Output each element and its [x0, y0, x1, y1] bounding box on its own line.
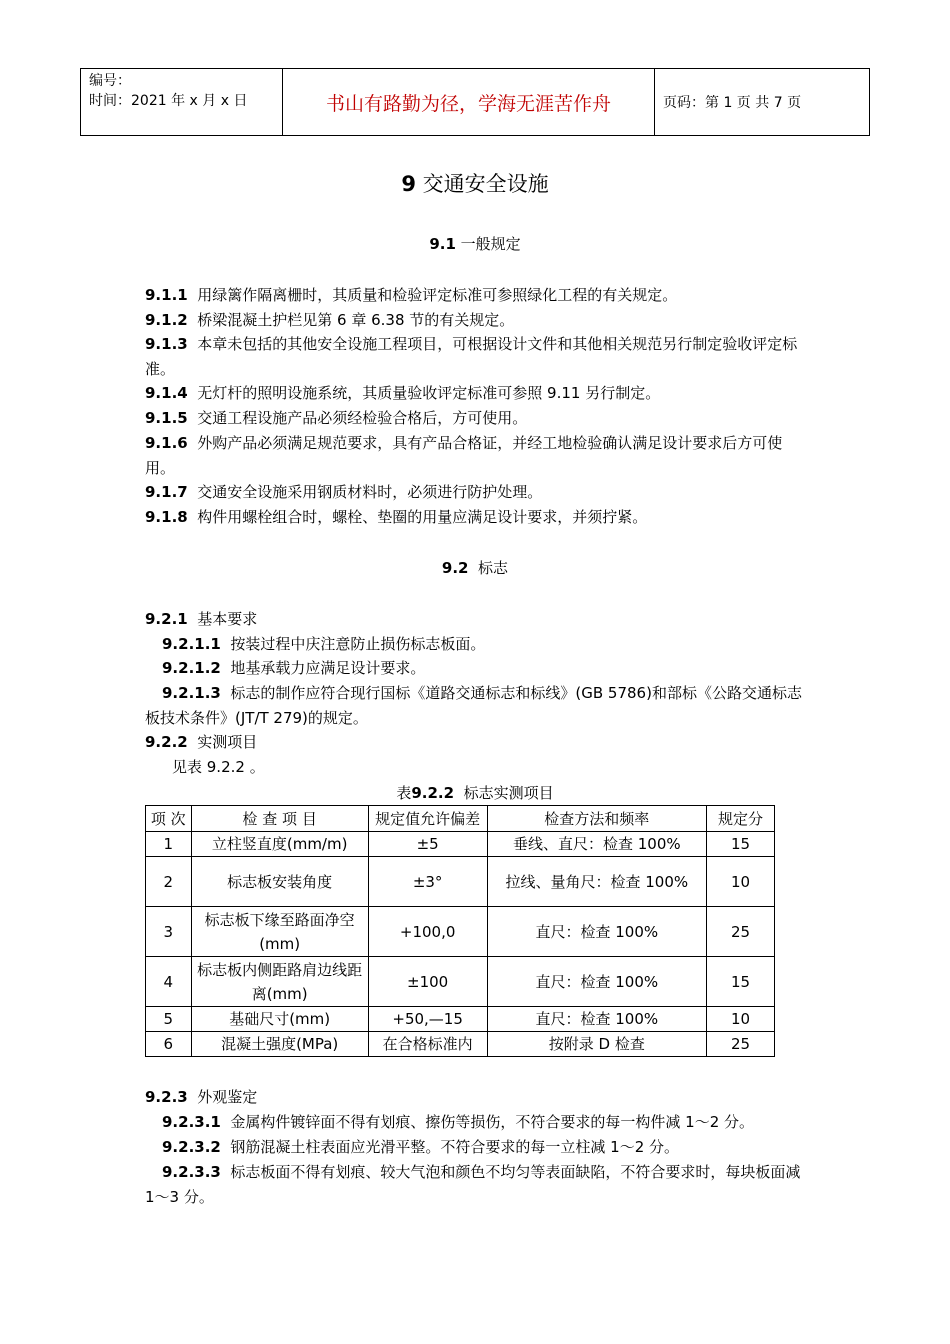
clause-text: 金属构件镀锌面不得有划痕、擦伤等损伤，不符合要求的每一构件减 1～2 分。 — [230, 1113, 755, 1131]
clause-number: 9.2.1.2 — [162, 659, 221, 677]
clause-text: 构件用螺栓组合时，螺栓、垫圈的用量应满足设计要求，并须拧紧。 — [197, 508, 648, 526]
clause-9-1-3 — [145, 332, 810, 381]
clause-9-2-1 — [145, 607, 810, 632]
table-row — [146, 1007, 775, 1032]
table-cell: 15 — [707, 832, 775, 857]
section-number: 9.1 — [429, 235, 456, 253]
section-text: 一般规定 — [460, 235, 521, 253]
header-motto: 书山有路勤为径，学海无涯苦作舟 — [283, 69, 655, 136]
clause-9-2-3-2 — [162, 1135, 810, 1160]
time-label: 时间：2021 年 x 月 x 日 — [89, 93, 248, 109]
clause-9-2-3-3 — [145, 1160, 810, 1209]
table-cell: 拉线、量角尺：检查 100% — [487, 857, 707, 907]
table-cell: 1 — [146, 832, 192, 857]
table-caption-prefix: 表 — [396, 784, 412, 802]
clause-number: 9.1.6 — [145, 434, 188, 452]
table-cell: 直尺：检查 100% — [487, 1007, 707, 1032]
clause-9-1-4 — [145, 381, 810, 406]
table-row — [146, 857, 775, 907]
clause-number: 9.1.7 — [145, 483, 188, 501]
table-cell: 垂线、直尺：检查 100% — [487, 832, 707, 857]
clause-9-2-3-1 — [162, 1110, 822, 1135]
clause-9-2-2 — [145, 730, 810, 755]
clause-text: 交通安全设施采用钢质材料时，必须进行防护处理。 — [197, 483, 543, 501]
clause-number: 9.2.3.2 — [162, 1138, 221, 1156]
clause-number: 9.1.8 — [145, 508, 188, 526]
table-row — [146, 832, 775, 857]
clause-9-2-1-1 — [162, 632, 810, 657]
table-cell: 4 — [146, 957, 192, 1007]
table-cell: 标志板下缘至路面净空(mm) — [191, 907, 368, 957]
clause-9-2-3 — [145, 1085, 810, 1110]
clause-number: 9.1.1 — [145, 286, 188, 304]
clause-9-1-1 — [145, 283, 810, 308]
clause-9-1-7 — [145, 480, 810, 505]
table-header-row — [146, 806, 775, 832]
table-header-cell: 规定分 — [707, 806, 775, 832]
clause-text: 按装过程中庆注意防止损伤标志板面。 — [230, 635, 486, 653]
clause-text: 地基承载力应满足设计要求。 — [230, 659, 426, 677]
table-cell: +50,—15 — [368, 1007, 487, 1032]
table-cell: 10 — [707, 857, 775, 907]
table-header-cell: 检查方法和频率 — [487, 806, 707, 832]
clause-number: 9.2.2 — [145, 733, 188, 751]
table-cell: ±3° — [368, 857, 487, 907]
table-caption-number: 9.2.2 — [411, 784, 455, 802]
clause-number: 9.2.1 — [145, 610, 188, 628]
table-cell: 直尺：检查 100% — [487, 907, 707, 957]
see-table-note: 见表 9.2.2 。 — [172, 758, 265, 776]
table-cell: 25 — [707, 907, 775, 957]
section-number: 9.2 — [441, 559, 469, 577]
table-row — [146, 907, 775, 957]
clause-number: 9.2.3.1 — [162, 1113, 221, 1131]
table-row — [146, 1032, 775, 1057]
clause-text: 交通工程设施产品必须经检验合格后，方可使用。 — [197, 409, 528, 427]
section-text: 标志 — [478, 559, 509, 577]
clause-9-2-1-3 — [145, 681, 810, 730]
chapter-title — [0, 168, 950, 198]
table-cell: +100,0 — [368, 907, 487, 957]
table-cell: ±5 — [368, 832, 487, 857]
clause-text: 标志的制作应符合现行国标《道路交通标志和标线》(GB 5786)和部标《公路交通标志板技术条件》(JT/T 279)的规定。 — [145, 684, 802, 727]
clause-number: 9.2.3.3 — [162, 1163, 221, 1181]
section-title-9-1 — [0, 233, 950, 254]
section-title-9-2 — [0, 557, 950, 578]
clause-9-1-2 — [145, 308, 810, 333]
table-cell: 25 — [707, 1032, 775, 1057]
chapter-number: 9 — [401, 172, 416, 196]
header-meta — [81, 69, 283, 136]
table-cell: 10 — [707, 1007, 775, 1032]
table-cell: 按附录 D 检查 — [487, 1032, 707, 1057]
table-cell: 3 — [146, 907, 192, 957]
clause-9-1-8 — [145, 505, 810, 530]
clause-number: 9.1.4 — [145, 384, 188, 402]
clause-number: 9.2.1.3 — [162, 684, 221, 702]
table-cell: 6 — [146, 1032, 192, 1057]
page-header — [80, 68, 870, 136]
clause-9-1-5 — [145, 406, 810, 431]
table-cell: 5 — [146, 1007, 192, 1032]
clause-text: 桥梁混凝土护栏见第 6 章 6.38 节的有关规定。 — [197, 311, 515, 329]
clause-number: 9.1.3 — [145, 335, 188, 353]
table-row — [146, 957, 775, 1007]
clause-9-1-6 — [145, 431, 810, 480]
clause-text: 无灯杆的照明设施系统，其质量验收评定标准可参照 9.11 另行制定。 — [197, 384, 661, 402]
clause-number: 9.2.3 — [145, 1088, 188, 1106]
chapter-text: 交通安全设施 — [422, 172, 549, 196]
table-cell: 混凝土强度(MPa) — [191, 1032, 368, 1057]
table-cell: 直尺：检查 100% — [487, 957, 707, 1007]
clause-text: 标志板面不得有划痕、较大气泡和颜色不均匀等表面缺陷，不符合要求时，每块板面减 1～3 分。 — [145, 1163, 801, 1206]
serial-label: 编号： — [89, 73, 131, 89]
clause-text: 本章未包括的其他安全设施工程项目，可根据设计文件和其他相关规范另行制定验收评定标准。 — [145, 335, 798, 378]
table-cell: 标志板内侧距路肩边线距离(mm) — [191, 957, 368, 1007]
table-cell: 立柱竖直度(mm/m) — [191, 832, 368, 857]
table-cell: 15 — [707, 957, 775, 1007]
table-cell: 2 — [146, 857, 192, 907]
clause-text: 外观鉴定 — [197, 1088, 258, 1106]
clause-number: 9.2.1.1 — [162, 635, 221, 653]
clause-text: 实测项目 — [197, 733, 258, 751]
clause-number: 9.1.2 — [145, 311, 188, 329]
table-cell: 基础尺寸(mm) — [191, 1007, 368, 1032]
clause-9-2-1-2 — [162, 656, 810, 681]
header-page-info: 页码：第 1 页 共 7 页 — [655, 69, 870, 136]
clause-text: 外购产品必须满足规范要求，具有产品合格证，并经工地检验确认满足设计要求后方可使用。 — [145, 434, 783, 477]
clause-number: 9.1.5 — [145, 409, 188, 427]
table-cell: ±100 — [368, 957, 487, 1007]
table-header-cell: 项 次 — [146, 806, 192, 832]
sign-measurement-table — [145, 805, 775, 1057]
table-header-cell: 规定值允许偏差 — [368, 806, 487, 832]
table-header-cell: 检 查 项 目 — [191, 806, 368, 832]
table-caption — [0, 782, 950, 803]
table-cell: 在合格标准内 — [368, 1032, 487, 1057]
clause-text: 基本要求 — [197, 610, 258, 628]
table-cell: 标志板安装角度 — [191, 857, 368, 907]
clause-text: 钢筋混凝土柱表面应光滑平整。不符合要求的每一立柱减 1～2 分。 — [230, 1138, 680, 1156]
clause-text: 用绿篱作隔离栅时，其质量和检验评定标准可参照绿化工程的有关规定。 — [197, 286, 678, 304]
table-caption-text: 标志实测项目 — [463, 784, 554, 802]
